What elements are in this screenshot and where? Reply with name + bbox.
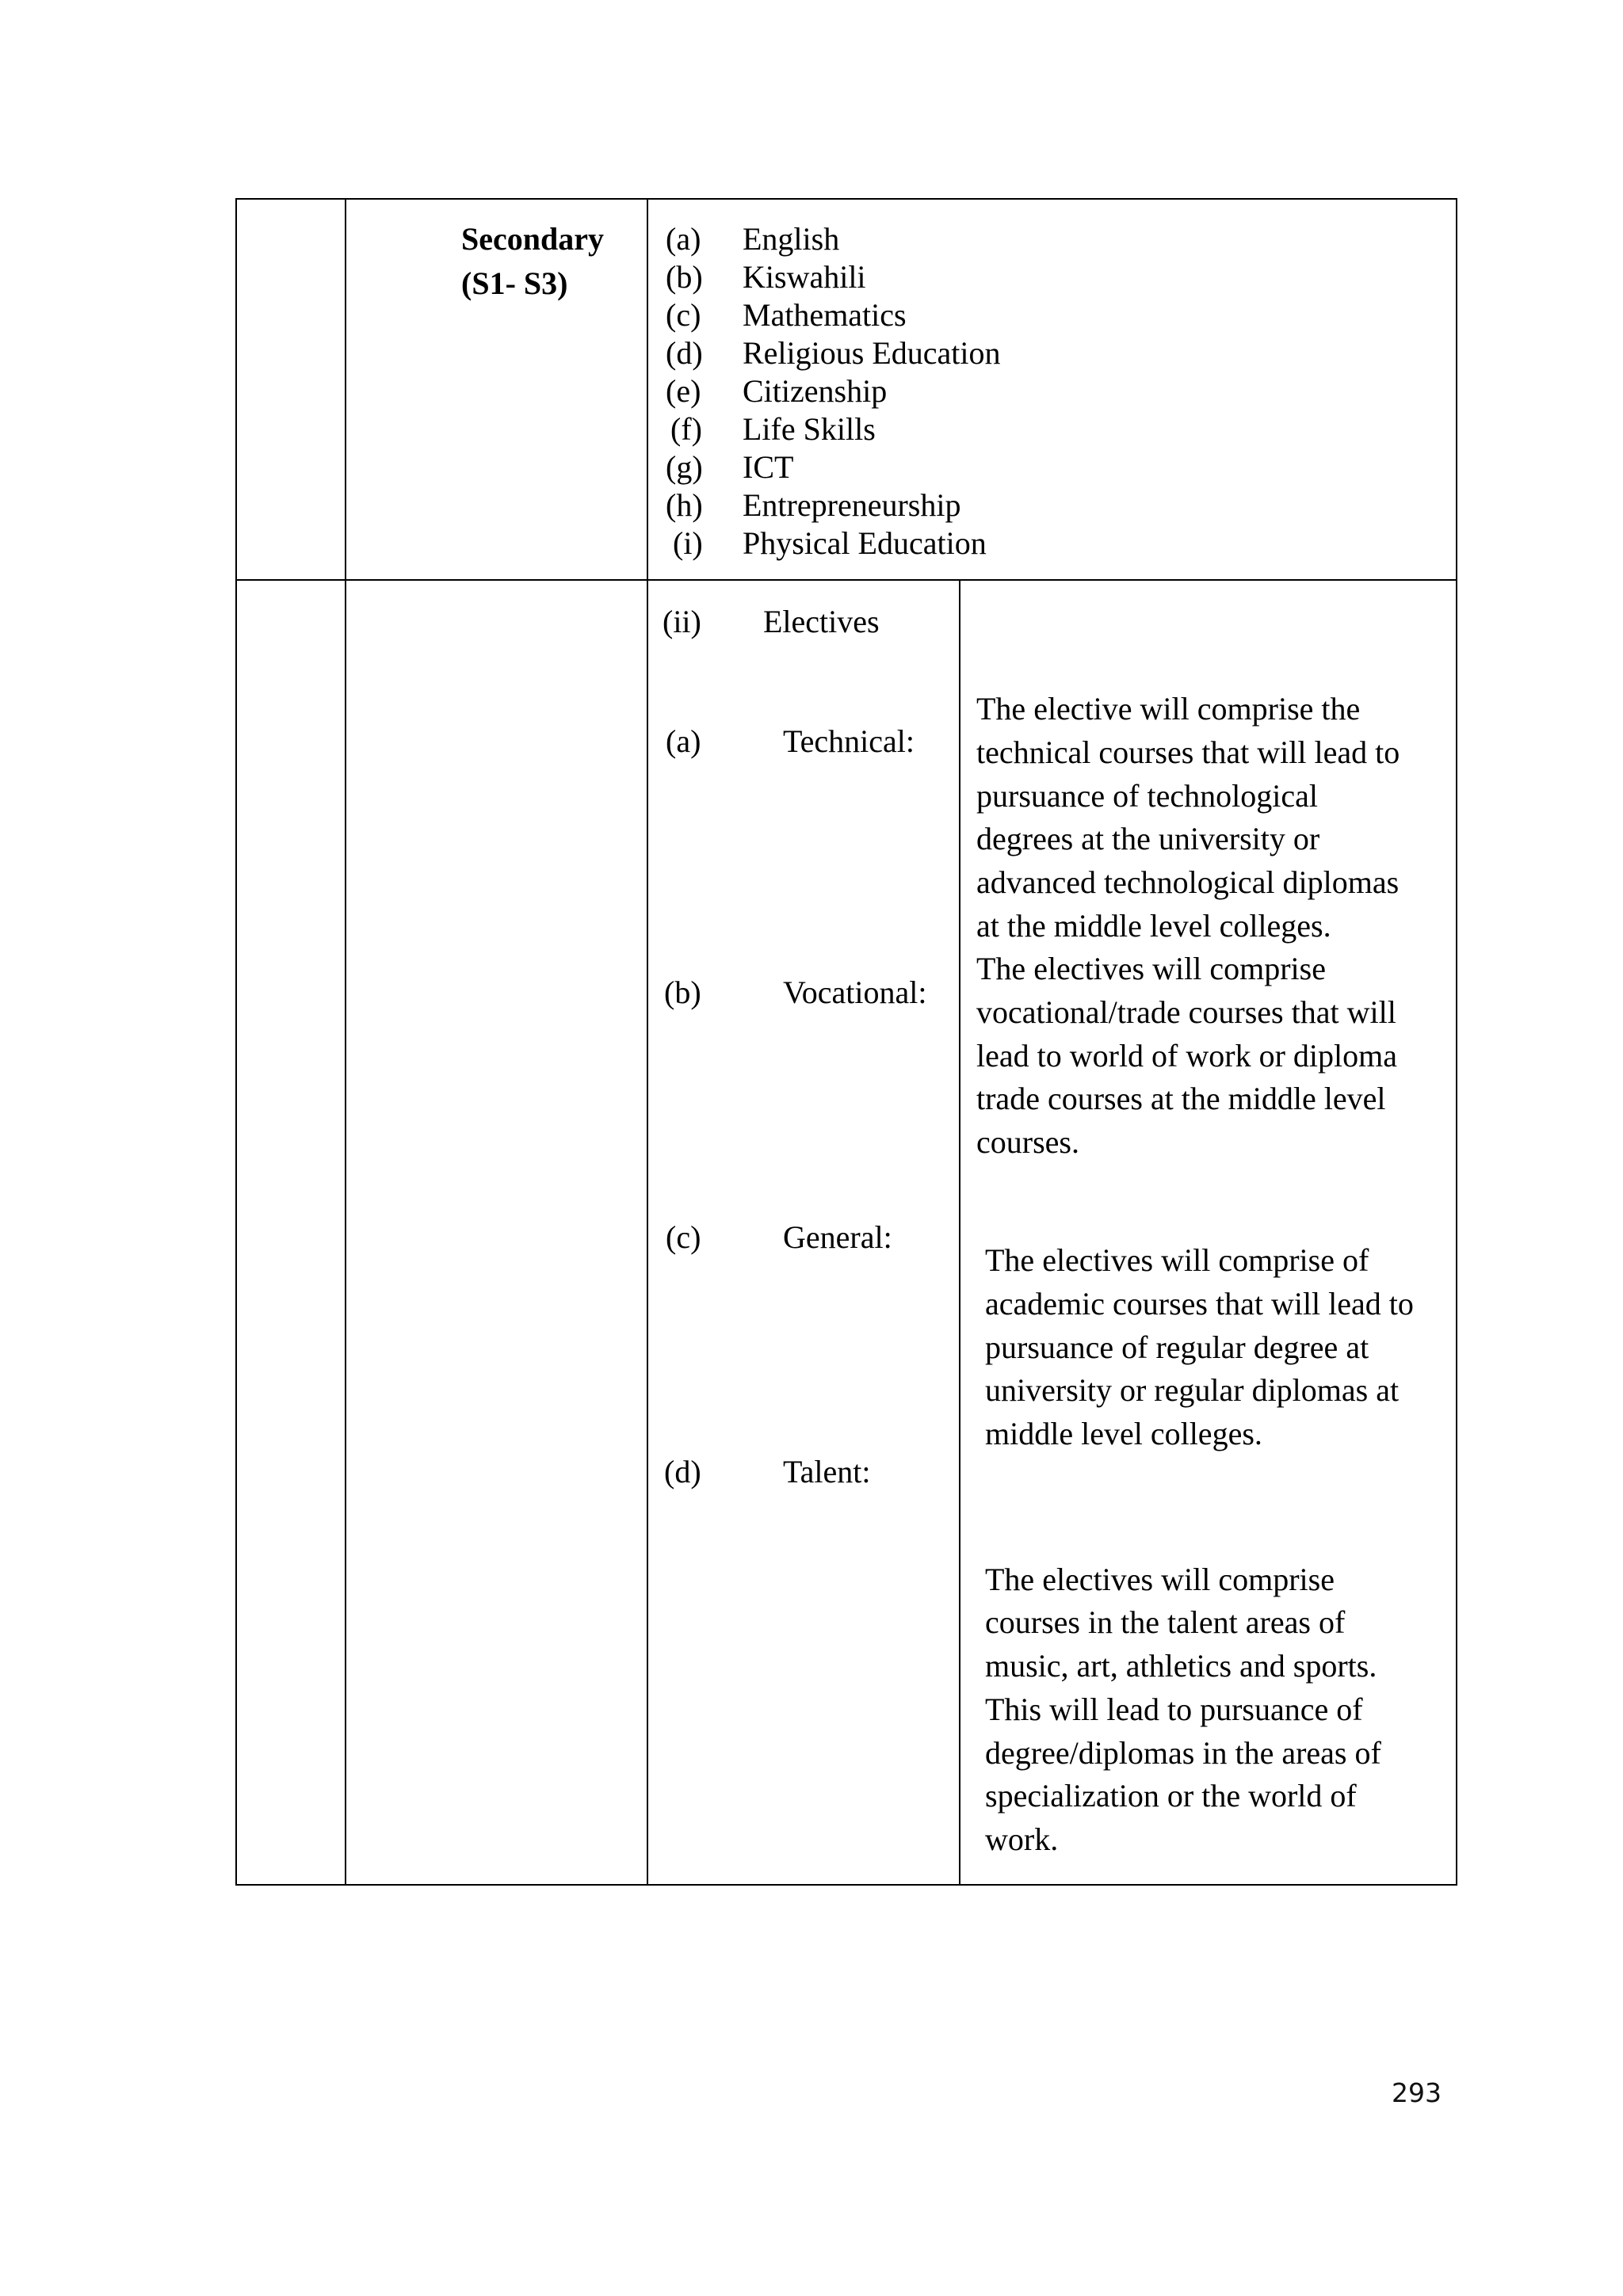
- list-item-marker: (d): [666, 335, 703, 371]
- elective-name: Vocational:: [783, 974, 927, 1010]
- elective-marker: (d): [664, 1454, 701, 1489]
- list-item: Kiswahili: [743, 259, 866, 295]
- description-line: pursuance of regular degree at: [985, 1329, 1369, 1365]
- list-item: Physical Education: [743, 525, 987, 561]
- list-item-marker: (a): [666, 221, 701, 257]
- elective-marker: (b): [664, 974, 701, 1010]
- table-left-border: [235, 198, 237, 1886]
- list-item: Life Skills: [743, 411, 876, 447]
- list-item-marker: (g): [666, 449, 703, 485]
- elective-marker: (a): [666, 723, 701, 759]
- description-line: degree/diplomas in the areas of: [985, 1735, 1381, 1771]
- table-top-border: [235, 198, 1457, 200]
- list-item: Mathematics: [743, 297, 907, 333]
- description-line: The electives will comprise of: [985, 1242, 1369, 1278]
- description-line: The electives will comprise: [976, 951, 1326, 986]
- list-item-marker: (b): [666, 259, 703, 295]
- description-line: middle level colleges.: [985, 1416, 1262, 1451]
- list-item-marker: (e): [666, 373, 701, 409]
- elective-name: Talent:: [783, 1454, 871, 1489]
- electives-marker: (ii): [663, 604, 701, 639]
- description-line: technical courses that will lead to: [976, 734, 1400, 770]
- table-column-divider: [345, 198, 346, 1886]
- list-item: ICT: [743, 449, 794, 485]
- description-line: academic courses that will lead to: [985, 1286, 1414, 1322]
- list-item-marker: (h): [666, 487, 703, 523]
- elective-name: General:: [783, 1219, 892, 1255]
- table-bottom-border: [235, 1884, 1457, 1886]
- description-line: university or regular diplomas at: [985, 1372, 1400, 1408]
- level-name: Secondary: [461, 221, 604, 257]
- description-line: The electives will comprise: [985, 1562, 1335, 1597]
- description-line: degrees at the university or: [976, 821, 1320, 856]
- list-item-marker: (c): [666, 297, 701, 333]
- description-line: advanced technological diplomas: [976, 864, 1400, 900]
- description-line: courses in the talent areas of: [985, 1604, 1346, 1640]
- list-item: English: [743, 221, 840, 257]
- description-line: work.: [985, 1821, 1059, 1857]
- description-line: courses.: [976, 1124, 1079, 1160]
- elective-marker: (c): [666, 1219, 701, 1255]
- description-line: trade courses at the middle level: [976, 1081, 1386, 1116]
- description-line: music, art, athletics and sports.: [985, 1648, 1377, 1684]
- description-line: pursuance of technological: [976, 778, 1318, 814]
- list-item-marker: (i): [673, 525, 703, 561]
- list-item: Religious Education: [743, 335, 1001, 371]
- table-right-border: [1456, 198, 1457, 1886]
- table-column-divider: [959, 579, 960, 1886]
- page-number: 293: [1392, 2077, 1442, 2108]
- description-line: This will lead to pursuance of: [985, 1691, 1363, 1727]
- table-row-divider: [235, 579, 1457, 581]
- description-line: at the middle level colleges.: [976, 908, 1331, 944]
- list-item-marker: (f): [670, 411, 702, 447]
- list-item: Citizenship: [743, 373, 888, 409]
- description-line: specialization or the world of: [985, 1778, 1357, 1814]
- description-line: The elective will comprise the: [976, 691, 1361, 727]
- elective-name: Technical:: [783, 723, 915, 759]
- description-line: lead to world of work or diploma: [976, 1038, 1397, 1074]
- list-item: Entrepreneurship: [743, 487, 961, 523]
- table-column-divider: [647, 198, 648, 1886]
- level-range: (S1- S3): [461, 265, 568, 301]
- electives-label: Electives: [763, 604, 880, 639]
- description-line: vocational/trade courses that will: [976, 994, 1396, 1030]
